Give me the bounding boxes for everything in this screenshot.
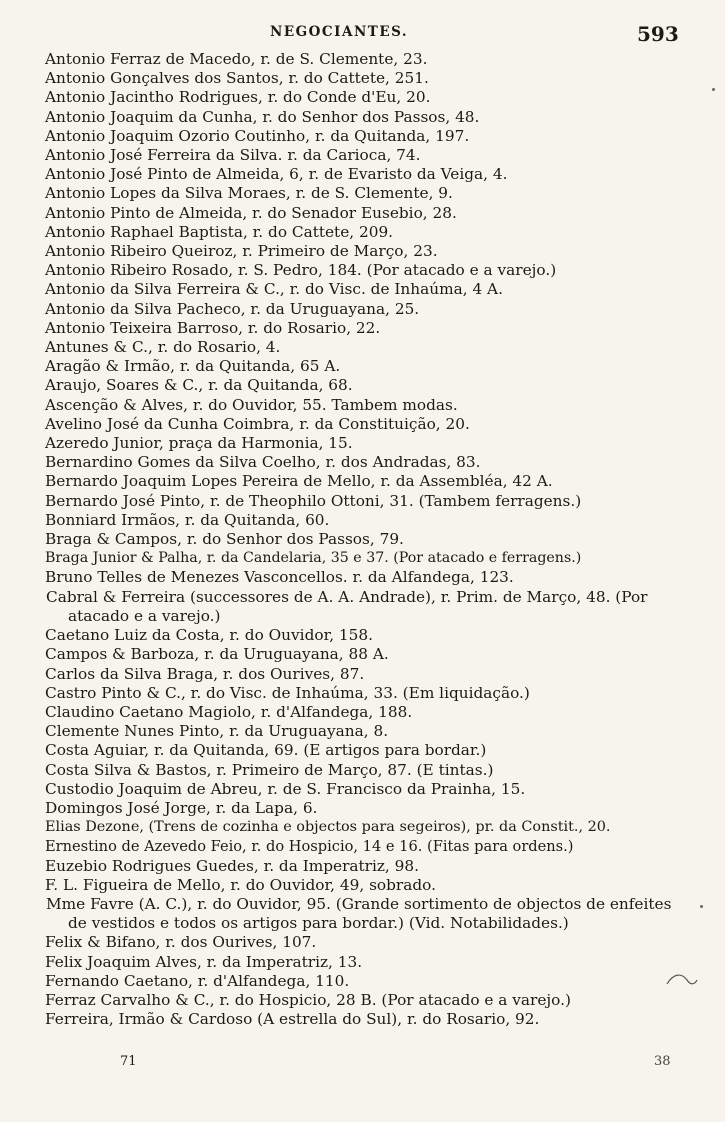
list-item: Antonio da Silva Ferreira & C., r. do Visc. de Inhaúma, 4 A. — [45, 280, 503, 299]
list-item: Antonio da Silva Pacheco, r. da Uruguayana, 25. — [45, 299, 420, 318]
list-item: Euzebio Rodrigues Guedes, r. da Imperatriz, 98. — [45, 856, 419, 875]
list-item: Felix & Bifano, r. dos Ourives, 107. — [45, 933, 317, 952]
list-item: F. L. Figueira de Mello, r. do Ouvidor, 49, sobrado. — [45, 875, 436, 894]
list-item: Antonio Ferraz de Macedo, r. de S. Clemente, 23. — [45, 50, 428, 68]
list-item: Ferraz Carvalho & C., r. do Hospicio, 28 B. (Por atacado e a varejo.) — [45, 990, 571, 1009]
list-item: Domingos José Jorge, r. da Lapa, 6. — [45, 798, 318, 817]
list-item: Antonio José Pinto de Almeida, 6, r. de Evaristo da Veiga, 4. — [45, 165, 508, 184]
page-number: 593 — [637, 22, 679, 46]
merchant-list — [0, 50, 725, 1029]
list-item: Custodio Joaquim de Abreu, r. de S. Francisco da Prainha, 15. — [45, 779, 526, 798]
signature-mark-right: 38 — [654, 1054, 671, 1069]
list-item: Braga & Campos, r. do Senhor dos Passos, 79. — [45, 530, 404, 549]
list-item: Antonio Joaquim da Cunha, r. do Senhor dos Passos, 48. — [45, 107, 480, 126]
list-item: Antonio Raphael Baptista, r. do Cattete, 209. — [45, 222, 394, 241]
list-item: Bonniard Irmãos, r. da Quitanda, 60. — [45, 510, 330, 529]
list-item: Araujo, Soares & C., r. da Quitanda, 68. — [45, 376, 353, 395]
list-item: Elias Dezone, (Trens de cozinha e objectos para segeiros), pr. da Constit., 20. — [45, 819, 611, 836]
list-item: Bernardo José Pinto, r. de Theophilo Ottoni, 31. (Tambem ferragens.) — [45, 491, 582, 510]
list-item: Braga Junior & Palha, r. da Candelaria, 35 e 37. (Por atacado e ferragens.) — [45, 550, 582, 567]
list-item: Felix Joaquim Alves, r. da Imperatriz, 13. — [45, 952, 363, 971]
list-item: Costa Aguiar, r. da Quitanda, 69. (E artigos para bordar.) — [45, 741, 487, 760]
list-item: Caetano Luiz da Costa, r. do Ouvidor, 158. — [45, 626, 373, 645]
list-item: Cabral & Ferreira (successores de A. A. Andrade), r. Prim. de Março, 48. (Por atacado e a varejo.) — [46, 587, 648, 625]
list-item: Antonio Teixeira Barroso, r. do Rosario, 22. — [45, 318, 381, 337]
list-item: Claudino Caetano Magiolo, r. d'Alfandega, 188. — [45, 702, 413, 721]
list-item: Mme Favre (A. C.), r. do Ouvidor, 95. (Grande sortimento de objectos de enfeites de vestidos e todos os artigos para bordar.) (Vid. Notabilidades.) — [46, 894, 672, 933]
list-item: Antonio Lopes da Silva Moraes, r. de S. Clemente, 9. — [45, 184, 453, 203]
list-item: Antonio Ribeiro Rosado, r. S. Pedro, 184. (Por atacado e a varejo.) — [45, 261, 557, 280]
list-item: Bernardino Gomes da Silva Coelho, r. dos Andradas, 83. — [45, 453, 481, 472]
list-item: Castro Pinto & C., r. do Visc. de Inhaúma, 33. (Em liquidação.) — [45, 683, 530, 702]
list-item: Campos & Barboza, r. da Uruguayana, 88 A. — [45, 645, 389, 664]
list-item: Antonio José Ferreira da Silva. r. da Carioca, 74. — [45, 146, 421, 165]
list-item: Azeredo Junior, praça da Harmonia, 15. — [45, 434, 353, 453]
list-item: Ascenção & Alves, r. do Ouvidor, 55. Tambem modas. — [45, 395, 458, 414]
list-item: Costa Silva & Bastos, r. Primeiro de Março, 87. (E tintas.) — [45, 760, 494, 779]
list-item: Carlos da Silva Braga, r. dos Ourives, 87. — [45, 664, 365, 683]
list-item: Antunes & C., r. do Rosario, 4. — [45, 338, 281, 357]
list-item: Aragão & Irmão, r. da Quitanda, 65 A. — [45, 357, 341, 376]
margin-speck — [700, 905, 703, 908]
margin-speck — [712, 88, 715, 91]
margin-swash-decoration — [665, 970, 699, 996]
list-item: Fernando Caetano, r. d'Alfandega, 110. — [45, 971, 350, 990]
list-item: Antonio Gonçalves dos Santos, r. do Cattete, 251. — [45, 69, 429, 88]
page-title: NEGOCIANTES. — [270, 24, 409, 40]
list-item: Antonio Jacintho Rodrigues, r. do Conde d'Eu, 20. — [45, 88, 431, 107]
list-item: Bruno Telles de Menezes Vasconcellos. r. da Alfandega, 123. — [45, 568, 514, 587]
list-item: Ferreira, Irmão & Cardoso (A estrella do Sul), r. do Rosario, 92. — [45, 1010, 540, 1029]
page-footer — [0, 1054, 725, 1078]
list-item: Antonio Joaquim Ozorio Coutinho, r. da Quitanda, 197. — [45, 126, 470, 145]
list-item: Ernestino de Azevedo Feio, r. do Hospicio, 14 e 16. (Fitas para ordens.) — [45, 838, 574, 856]
page-header — [0, 20, 725, 50]
list-item: Bernardo Joaquim Lopes Pereira de Mello, r. da Assembléa, 42 A. — [45, 472, 553, 491]
list-item: Clemente Nunes Pinto, r. da Uruguayana, 8. — [45, 722, 389, 741]
list-item: Antonio Ribeiro Queiroz, r. Primeiro de Março, 23. — [45, 242, 438, 261]
list-item: Avelino José da Cunha Coimbra, r. da Constituição, 20. — [45, 414, 470, 433]
list-item: Antonio Pinto de Almeida, r. do Senador Eusebio, 28. — [45, 203, 457, 222]
signature-mark: 71 — [120, 1054, 137, 1069]
